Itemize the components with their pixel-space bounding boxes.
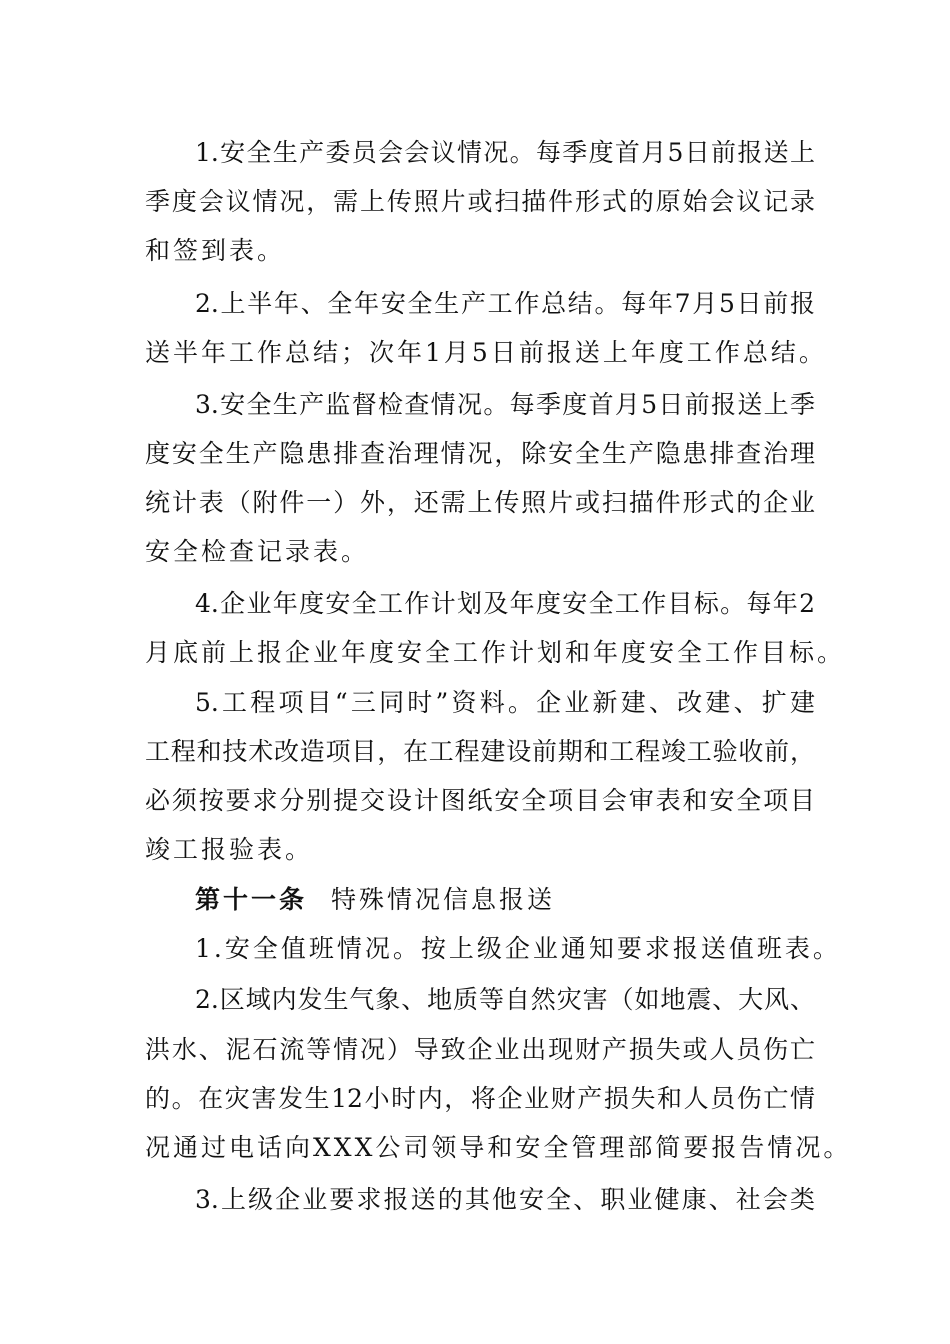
article-number: 第十一条: [195, 885, 308, 914]
paragraph-line: 送半年工作总结；次年1月5日前报送上年度工作总结。: [145, 338, 827, 367]
paragraph-line: 况通过电话向XXX公司领导和安全管理部简要报告情况。: [145, 1133, 852, 1162]
paragraph-line: 1.安全值班情况。按上级企业通知要求报送值班表。: [195, 934, 841, 963]
paragraph-line: 1.安全生产委员会会议情况。每季度首月5日前报送上: [195, 138, 815, 167]
paragraph-line: 工程和技术改造项目，在工程建设前期和工程竣工验收前，: [145, 737, 815, 766]
paragraph-line: 2.上半年、全年安全生产工作总结。每年7月5日前报: [195, 289, 815, 318]
paragraph-line: 洪水、泥石流等情况）导致企业出现财产损失或人员伤亡: [145, 1035, 815, 1064]
paragraph-line: 统计表（附件一）外，还需上传照片或扫描件形式的企业: [145, 488, 815, 517]
paragraph-line: 和签到表。: [145, 236, 286, 265]
paragraph-line: 竣工报验表。: [145, 835, 314, 864]
paragraph-line: 2.区域内发生气象、地质等自然灾害（如地震、大风、: [195, 985, 815, 1014]
paragraph-line: 度安全生产隐患排查治理情况，除安全生产隐患排查治理: [145, 439, 815, 468]
paragraph-line: 季度会议情况，需上传照片或扫描件形式的原始会议记录: [145, 187, 815, 216]
article-title: 特殊情况信息报送: [331, 885, 556, 914]
paragraph-line: 安全检查记录表。: [145, 537, 370, 566]
paragraph-line: 5.工程项目“三同时”资料。企业新建、改建、扩建: [195, 688, 815, 717]
paragraph-line: 必须按要求分别提交设计图纸安全项目会审表和安全项目: [145, 786, 815, 815]
article-heading: [195, 883, 815, 917]
paragraph-line: 4.企业年度安全工作计划及年度安全工作目标。每年2: [195, 589, 815, 618]
paragraph-line: 3.安全生产监督检查情况。每季度首月5日前报送上季: [195, 390, 815, 419]
paragraph-line: 月底前上报企业年度安全工作计划和年度安全工作目标。: [145, 638, 846, 667]
paragraph-line: 的。在灾害发生12小时内，将企业财产损失和人员伤亡情: [145, 1084, 815, 1113]
paragraph-line: 3.上级企业要求报送的其他安全、职业健康、社会类: [195, 1185, 815, 1214]
